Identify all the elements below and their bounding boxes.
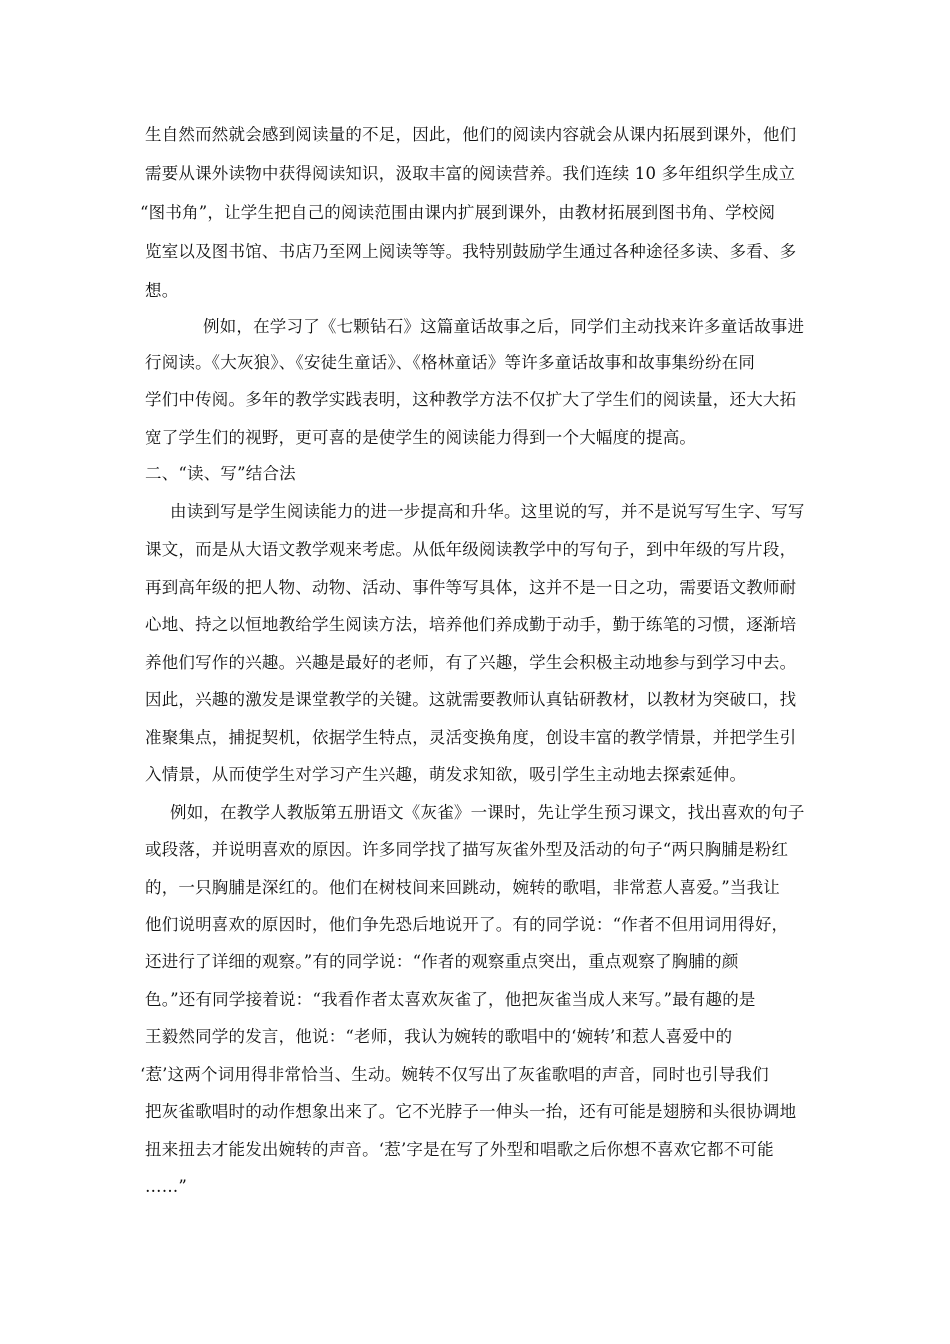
paragraph-first-line: 由读到写是学生阅读能力的进一步提高和升华。这里说的写，并不是说写写生字、写写 xyxy=(170,502,805,521)
text-line: 览室以及图书馆、书店乃至网上阅读等等。我特别鼓励学生通过各种途径多读、多看、多 xyxy=(145,242,797,261)
text-line: 宽了学生们的视野，更可喜的是使学生的阅读能力得到一个大幅度的提高。 xyxy=(145,428,697,447)
text-line: ……” xyxy=(145,1177,188,1196)
text-line: ‘惹’这两个词用得非常恰当、生动。婉转不仅写出了灰雀歌唱的声音，同时也引导我们 xyxy=(140,1065,769,1084)
text-line: 学们中传阅。多年的教学实践表明，这种教学方法不仅扩大了学生们的阅读量，还大大拓 xyxy=(145,390,797,409)
text-line: 色。”还有同学接着说：“我看作者太喜欢灰雀了，他把灰雀当成人来写。”最有趣的是 xyxy=(145,990,756,1009)
text-line: 王毅然同学的发言，他说：“老师，我认为婉转的歌唱中的‘婉转’和惹人喜爱中的 xyxy=(145,1027,733,1046)
text-line: 再到高年级的把人物、动物、活动、事件等写具体，这并不是一日之功，需要语文教师耐 xyxy=(145,578,797,597)
text-line: 还进行了详细的观察。”有的同学说：“作者的观察重点突出，重点观察了胸脯的颜 xyxy=(145,952,739,971)
text-line: 心地、持之以恒地教给学生阅读方法，培养他们养成勤于动手，勤于练笔的习惯，逐渐培 xyxy=(145,615,797,634)
text-line: 需要从课外读物中获得阅读知识，汲取丰富的阅读营养。我们连续 10 多年组织学生成立 xyxy=(145,164,796,183)
text-line: 想。 xyxy=(145,281,179,300)
text-line: 或段落，并说明喜欢的原因。许多同学找了描写灰雀外型及活动的句子“两只胸脯是粉红 xyxy=(145,840,789,859)
text-line: 课文，而是从大语文教学观来考虑。从低年级阅读教学中的写句子，到中年级的写片段， xyxy=(145,540,797,559)
text-line: “图书角”，让学生把自己的阅读范围由课内扩展到课外，由教材拓展到图书角、学校阅 xyxy=(140,203,776,222)
text-line: 他们说明喜欢的原因时，他们争先恐后地说开了。有的同学说：“作者不但用词用得好， xyxy=(145,915,789,934)
text-line: 把灰雀歌唱时的动作想象出来了。它不光脖子一伸头一抬，还有可能是翅膀和头很协调地 xyxy=(145,1102,797,1121)
text-line: 养他们写作的兴趣。兴趣是最好的老师，有了兴趣，学生会积极主动地参与到学习中去。 xyxy=(145,653,797,672)
text-line: 准聚集点，捕捉契机，依据学生特点，灵活变换角度，创设丰富的教学情景，并把学生引 xyxy=(145,728,797,747)
text-line: 扭来扭去才能发出婉转的声音。‘惹’字是在写了外型和唱歌之后你想不喜欢它都不可能 xyxy=(145,1140,774,1159)
section-heading: 二、“读、写”结合法 xyxy=(145,464,296,483)
paragraph-first-line: 例如，在教学人教版第五册语文《灰雀》一课时，先让学生预习课文，找出喜欢的句子 xyxy=(170,803,805,822)
text-line: 的，一只胸脯是深红的。他们在树枝间来回跳动，婉转的歌唱，非常惹人喜爱。”当我让 xyxy=(145,878,780,897)
paragraph-first-line: 例如，在学习了《七颗钻石》这篇童话故事之后，同学们主动找来许多童话故事进 xyxy=(203,317,805,336)
text-line: 生自然而然就会感到阅读量的不足，因此，他们的阅读内容就会从课内拓展到课外，他们 xyxy=(145,125,797,144)
text-line: 入情景，从而使学生对学习产生兴趣，萌发求知欲，吸引学生主动地去探索延伸。 xyxy=(145,765,747,784)
text-line: 行阅读。《大灰狼》、《安徒生童话》、《格林童话》等许多童话故事和故事集纷纷在同 xyxy=(145,353,756,372)
text-line: 因此，兴趣的激发是课堂教学的关键。这就需要教师认真钻研教材，以教材为突破口，找 xyxy=(145,690,797,709)
